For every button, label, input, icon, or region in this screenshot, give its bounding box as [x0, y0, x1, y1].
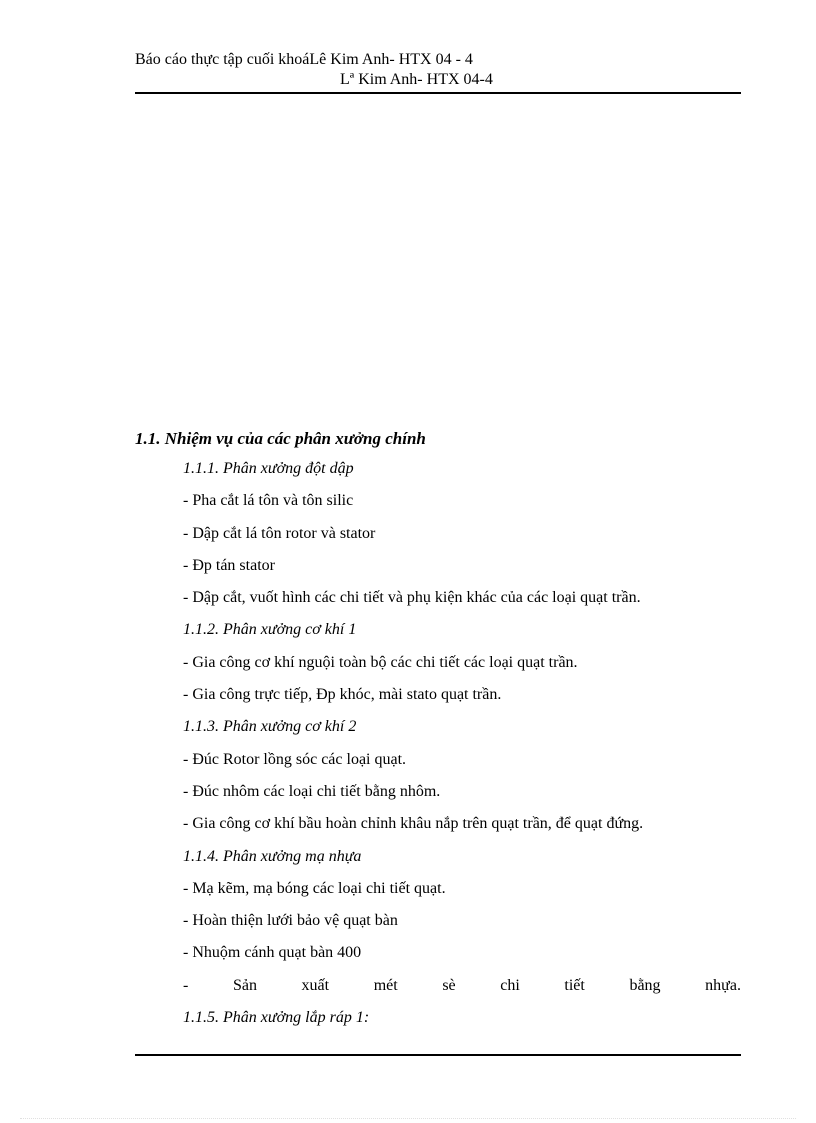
subsection-title: 1.1.4. Phân xưởng mạ nhựa [183, 847, 362, 865]
subsection-title: 1.1.5. Phân xưởng lắp ráp 1: [183, 1009, 370, 1027]
list-item: - Gia công trực tiếp, Đp khóc, mài stato quạt trần. [183, 686, 502, 704]
list-item: - Dập cắt lá tôn rotor và stator [183, 524, 376, 542]
subsection-title: 1.1.3. Phân xưởng cơ khí 2 [183, 718, 357, 736]
word: sè [442, 976, 456, 994]
list-item: - Dập cắt, vuốt hình các chi tiết và phụ kiện khác của các loại quạt trần. [183, 589, 641, 607]
word: mét [373, 976, 398, 994]
subsection-title: 1.1.1. Phân xưởng đột dập [183, 460, 354, 477]
header-rule [135, 92, 741, 94]
word: Sản [232, 976, 257, 994]
list-item: - Nhuộm cánh quạt bàn 400 [183, 944, 362, 962]
footer-rule [135, 1054, 741, 1056]
word: bằng [629, 976, 661, 994]
header-author: Lª Kim Anh- HTX 04-4 [340, 71, 493, 88]
list-item: - Pha cắt lá tôn và tôn silic [183, 492, 354, 510]
word: tiết [564, 976, 585, 994]
word: xuất [301, 976, 330, 994]
list-item: - Đp tán stator [183, 556, 275, 574]
document-body [135, 425, 741, 1034]
list-item-justified [135, 970, 741, 1002]
word: - [183, 976, 189, 994]
list-item: - Gia công cơ khí nguội toàn bộ các chi tiết các loại quạt trần. [183, 653, 578, 671]
list-item: - Gia công cơ khí bầu hoàn chỉnh khâu nắp trên quạt trần, để quạt đứng. [183, 815, 644, 833]
page-edge-dotted-line [20, 1118, 796, 1119]
page-header [135, 50, 741, 90]
word: chi [500, 976, 520, 994]
word: nhựa. [705, 976, 741, 994]
list-item: - Đúc Rotor lồng sóc các loại quạt. [183, 750, 407, 768]
section-title: 1.1. Nhiệm vụ của các phân xưởng chính [135, 429, 426, 448]
list-item: - Đúc nhôm các loại chi tiết bằng nhôm. [183, 782, 441, 800]
header-title: Báo cáo thực tập cuối khoáLê Kim Anh- HTX 04 - 4 [135, 51, 473, 68]
list-item: - Mạ kẽm, mạ bóng các loại chi tiết quạt. [183, 879, 446, 897]
list-item: - Hoàn thiện lưới bảo vệ quạt bàn [183, 912, 398, 930]
subsection-title: 1.1.2. Phân xưởng cơ khí 1 [183, 621, 357, 639]
